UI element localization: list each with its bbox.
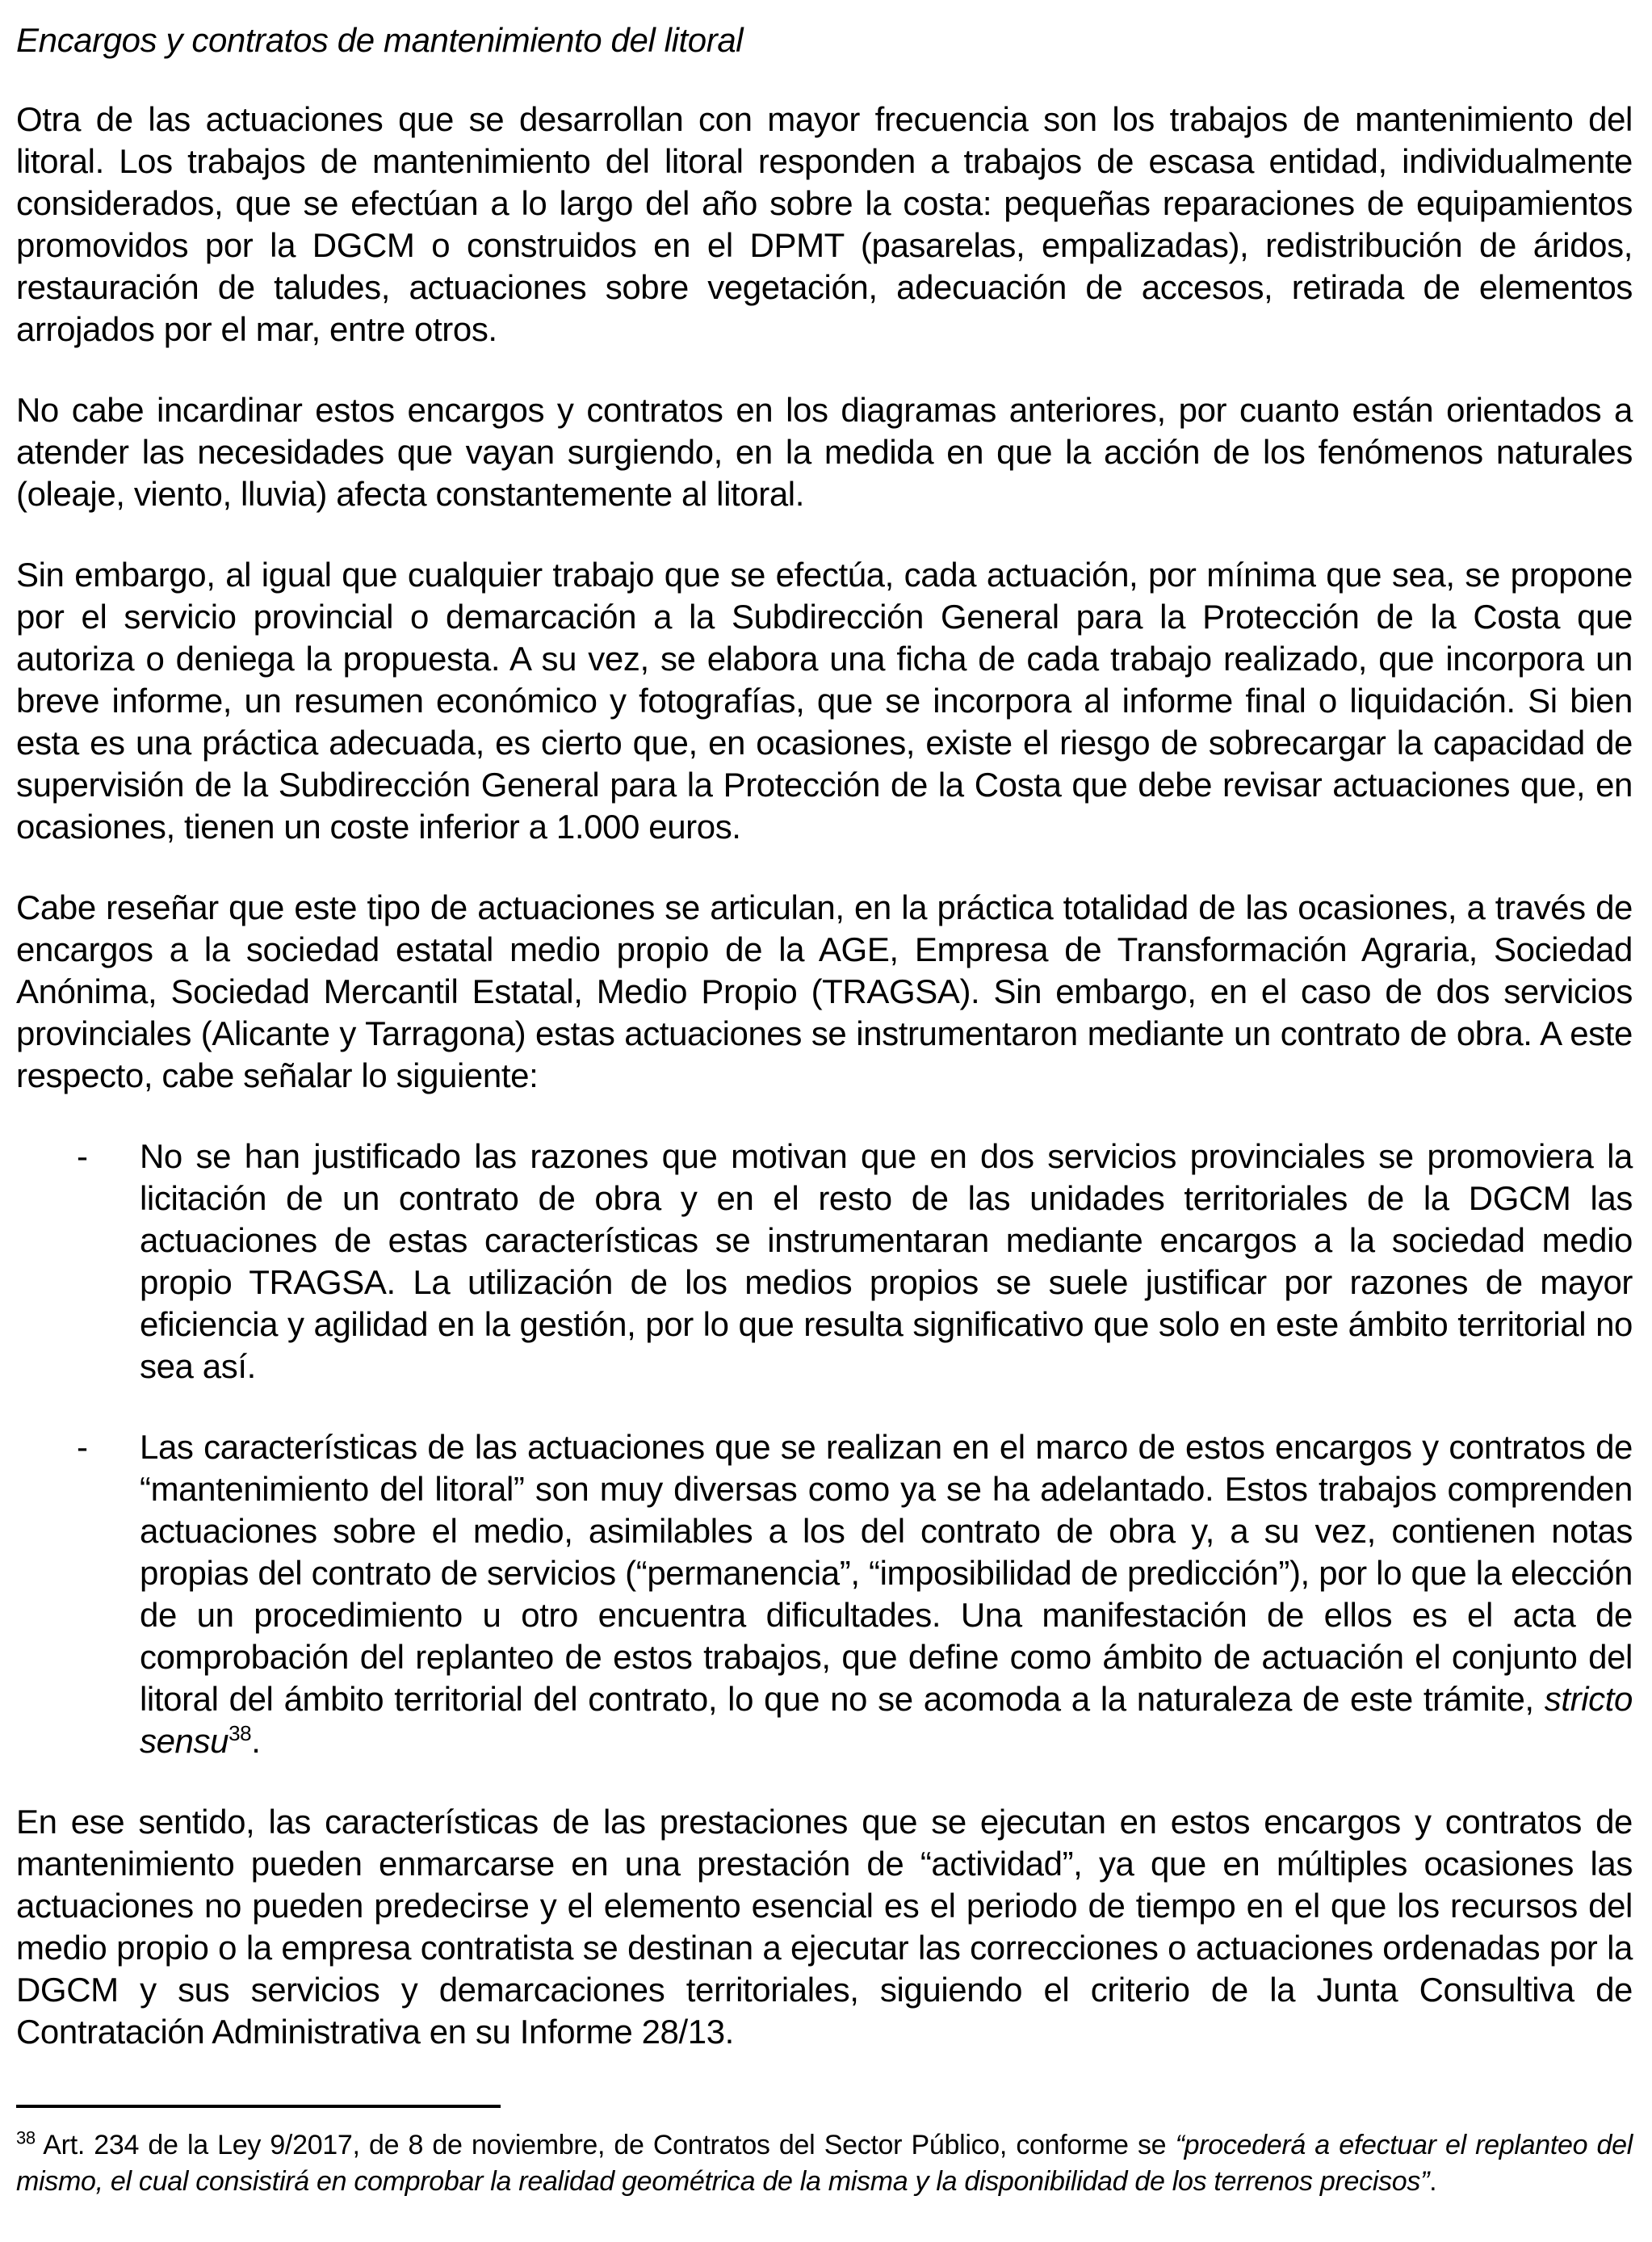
bullet-item-2 [16, 1426, 1633, 1762]
footnote-tail: . [1429, 2166, 1437, 2197]
bullet-dash-marker: - [77, 1428, 88, 1466]
document-body [16, 19, 1633, 2200]
paragraph-4: Cabe reseñar que este tipo de actuaciones se articulan, en la práctica totalidad de las ocasiones, a través de encargos a la sociedad estatal medio propio de la AGE, Empresa de Transformación Agraria, Sociedad Anónima, Sociedad Mercantil Estatal, Medio Propio (TRAGSA). Sin embargo, en el caso de dos servicios provinciales (Alicante y Tarragona) estas actuaciones se instrumentaron mediante un contrato de obra. A este respecto, cabe señalar lo siguiente: [16, 888, 1633, 1094]
bullet-text: Las características de las actuaciones que se realizan en el marco de estos encargos y contratos de “mantenimiento del litoral” son muy diversas como ya se ha adelantado. Estos trabajos comprenden actuaciones sobre el medio, asimilables a los del contrato de obra y, a su vez, contienen notas propias del contrato de servicios (“permanencia”, “imposibilidad de predicción”), por lo que la elección de un procedimiento u otro encuentra dificultades. Una manifestación de ellos es el acta de comprobación del replanteo de estos trabajos, que define como ámbito de actuación el conjunto del litoral del ámbito territorial del contrato, lo que no se acomoda a la naturaleza de este trámite, [140, 1428, 1633, 1718]
bullet-dash-marker: - [77, 1137, 88, 1175]
latin-phrase-italic: stricto sensu [140, 1680, 1633, 1760]
footnote-reference: 38 [229, 1721, 252, 1745]
bullet-text-end: . [251, 1722, 261, 1760]
footnote-area [16, 2105, 1633, 2200]
bullet-item-1 [16, 1136, 1633, 1388]
footnote-separator-rule [16, 2105, 501, 2108]
footnote-quote-italic: “procederá a efectuar el replanteo del mismo, el cual consistirá en comprobar la realidad geométrica de la misma y la disponibilidad de los terrenos precisos” [16, 2130, 1633, 2197]
footnote-number: 38 [16, 2127, 36, 2148]
section-heading: Encargos y contratos de mantenimiento del litoral [16, 21, 744, 59]
footnote-lead: Art. 234 de la Ley 9/2017, de 8 de noviembre, de Contratos del Sector Público, conforme se [35, 2130, 1176, 2160]
footnote-text [16, 2127, 1633, 2200]
paragraph-3: Sin embargo, al igual que cualquier trabajo que se efectúa, cada actuación, por mínima que sea, se propone por el servicio provincial o demarcación a la Subdirección General para la Protección de la Costa que autoriza o deniega la propuesta. A su vez, se elabora una ficha de cada trabajo realizado, que incorpora un breve informe, un resumen económico y fotografías, que se incorpora al informe final o liquidación. Si bien esta es una práctica adecuada, es cierto que, en ocasiones, existe el riesgo de sobrecargar la capacidad de supervisión de la Subdirección General para la Protección de la Costa que debe revisar actuaciones que, en ocasiones, tienen un coste inferior a 1.000 euros. [16, 556, 1633, 846]
bullet-text: No se han justificado las razones que motivan que en dos servicios provinciales se promoviera la licitación de un contrato de obra y en el resto de las unidades territoriales de la DGCM las actuaciones de estas características se instrumentaran mediante encargos a la sociedad medio propio TRAGSA. La utilización de los medios propios se suele justificar por razones de mayor eficiencia y agilidad en la gestión, por lo que resulta significativo que solo en este ámbito territorial no sea así. [140, 1137, 1633, 1385]
paragraph-2: No cabe incardinar estos encargos y contratos en los diagramas anteriores, por cuanto están orientados a atender las necesidades que vayan surgiendo, en la medida en que la acción de los fenómenos naturales (oleaje, viento, lluvia) afecta constantemente al litoral. [16, 391, 1633, 513]
paragraph-1: Otra de las actuaciones que se desarrollan con mayor frecuencia son los trabajos de mantenimiento del litoral. Los trabajos de mantenimiento del litoral responden a trabajos de escasa entidad, individualmente considerados, que se efectúan a lo largo del año sobre la costa: pequeñas reparaciones de equipamientos promovidos por la DGCM o construidos en el DPMT (pasarelas, empalizadas), redistribución de áridos, restauración de taludes, actuaciones sobre vegetación, adecuación de accesos, retirada de elementos arrojados por el mar, entre otros. [16, 100, 1633, 348]
paragraph-5: En ese sentido, las características de las prestaciones que se ejecutan en estos encargos y contratos de mantenimiento pueden enmarcarse en una prestación de “actividad”, ya que en múltiples ocasiones las actuaciones no pueden predecirse y el elemento esencial es el periodo de tiempo en el que los recursos del medio propio o la empresa contratista se destinan a ejecutar las correcciones o actuaciones ordenadas por la DGCM y sus servicios y demarcaciones territoriales, siguiendo el criterio de la Junta Consultiva de Contratación Administrativa en su Informe 28/13. [16, 1803, 1633, 2051]
